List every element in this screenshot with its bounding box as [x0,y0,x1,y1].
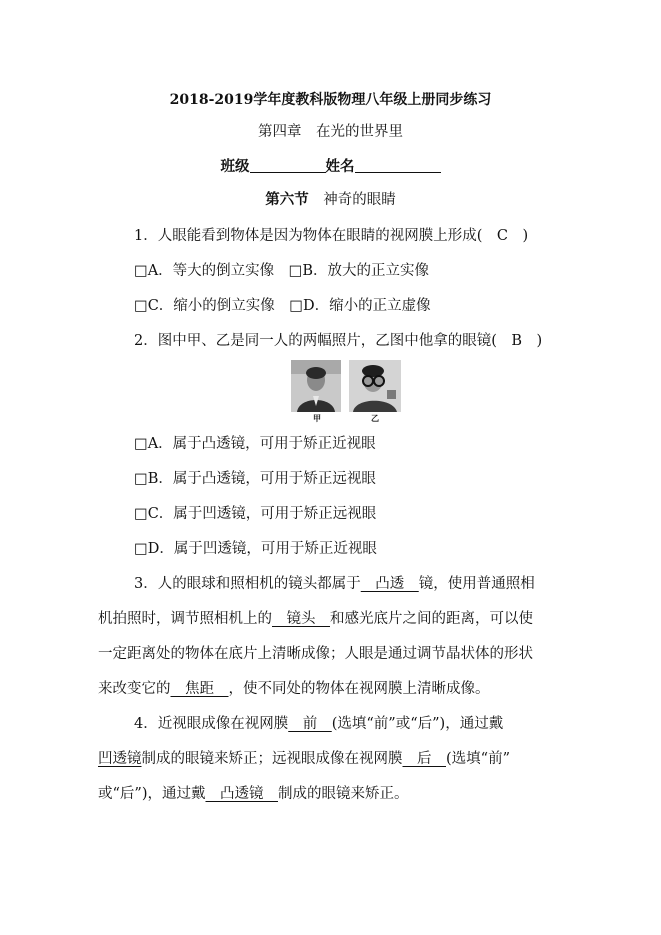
q4-text: (选填“前” [446,751,510,767]
chapter-heading: 第四章 在光的世界里 [258,124,403,140]
q4-answer-4: 凸透镜 [205,786,278,802]
class-blank [250,156,326,173]
q3-text: ，使不同处的物体在视网膜上清晰成像。 [228,681,490,697]
section-number: 第六节 [265,191,309,208]
q3-text: 镜，使用普通照相 [418,576,535,592]
q4-text: 或“后”)，通过戴 [98,786,206,802]
q3-answer-3: 焦距 [170,681,229,697]
q3-text: 3．人的眼球和照相机的镜头都属于 [134,576,361,592]
section-heading [0,190,661,210]
q2-stem: 2．图中甲、乙是同一人的两幅照片，乙图中他拿的眼镜( B ) [134,333,543,349]
person-portrait-icon [291,360,341,412]
q3-text: 和感光底片之间的距离，可以使 [330,611,533,627]
q4-answer-3: 后 [402,751,446,767]
q4-answer-2: 凹透镜 [98,751,142,767]
q3-line-1 [134,574,535,594]
caption-yi: 乙 [371,413,379,423]
q4-text: 4．近视眼成像在视网膜 [134,716,289,732]
q3-line-2 [98,609,533,629]
q3-answer-1: 凸透 [360,576,419,592]
q3-line-4 [98,679,490,699]
q3-text: 机拍照时，调节照相机上的 [98,611,272,627]
q3-line-3: 一定距离处的物体在底片上清晰成像；人眼是通过调节晶状体的形状 [98,646,533,662]
q4-line-3 [98,784,408,804]
section-name: 神奇的眼睛 [323,192,396,208]
q3-answer-2: 镜头 [272,611,330,627]
q4-text: (选填“前”或“后”)，通过戴 [331,716,504,732]
name-label: 姓名 [325,158,355,175]
q3-text: 来改变它的 [98,681,171,697]
photo-yi [349,360,401,412]
photo-jia [291,360,341,412]
q1-options-cd: □C．缩小的倒立实像 □D．缩小的正立虚像 [134,298,431,314]
caption-jia: 甲 [313,413,321,423]
q2-option-d: □D．属于凹透镜，可用于矫正近视眼 [134,541,377,557]
q2-option-a: □A．属于凸透镜，可用于矫正近视眼 [134,436,376,452]
q4-text: 制成的眼镜来矫正；远视眼成像在视网膜 [141,751,403,767]
document-title: 2018-2019学年度教科版物理八年级上册同步练习 [169,92,492,108]
person-with-glasses-icon [349,360,401,412]
q4-answer-1: 前 [288,716,332,732]
q1-stem: 1．人眼能看到物体是因为物体在眼睛的视网膜上形成( C ) [134,228,529,244]
q2-photos [291,360,402,424]
class-name-row [0,156,661,177]
name-blank [355,156,441,173]
class-label: 班级 [220,158,250,175]
q2-option-c: □C．属于凹透镜，可用于矫正远视眼 [134,506,377,522]
q4-line-1 [134,714,503,734]
q4-line-2 [98,749,510,769]
q1-options-ab: □A．等大的倒立实像 □B．放大的正立实像 [134,263,430,279]
q2-option-b: □B．属于凸透镜，可用于矫正远视眼 [134,471,376,487]
q4-text: 制成的眼镜来矫正。 [277,786,409,802]
